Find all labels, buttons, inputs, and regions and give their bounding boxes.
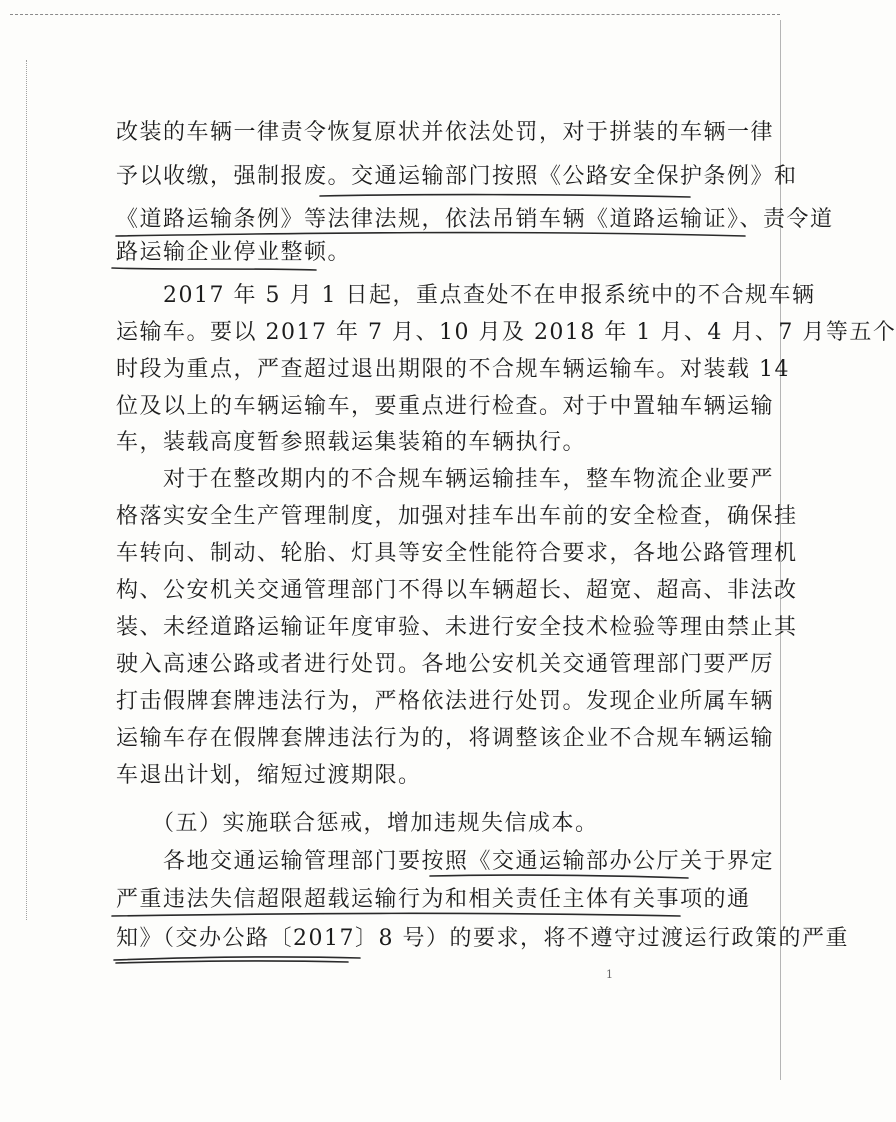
text-line: 运输车。要以 2017 年 7 月、10 月及 2018 年 1 月、4 月、7 月等五个 (116, 320, 896, 345)
text-line: 格落实安全生产管理制度，加强对挂车出车前的安全检查，确保挂 (116, 504, 798, 529)
text-line: 打击假牌套牌违法行为，严格依法进行处罚。发现企业所属车辆 (116, 689, 775, 714)
text-line: 运输车存在假牌套牌违法行为的，将调整该企业不合规车辆运输 (116, 726, 775, 751)
page-number: 1 (606, 968, 613, 981)
text-line: 改装的车辆一律责令恢复原状并依法处罚，对于拼装的车辆一律 (116, 120, 775, 145)
text-line: 各地交通运输管理部门要按照《交通运输部办公厅关于界定 (116, 849, 775, 874)
section-heading: （五）实施联合惩戒，增加违规失信成本。 (116, 811, 599, 836)
text-line: 车转向、制动、轮胎、灯具等安全性能符合要求，各地公路管理机 (116, 541, 798, 566)
text-line: 对于在整改期内的不合规车辆运输挂车，整车物流企业要严 (116, 467, 775, 492)
text-line: 《道路运输条例》等法律法规，依法吊销车辆《道路运输证》、责令道 (116, 207, 834, 232)
scan-top-edge (10, 14, 780, 15)
underline-stroke (116, 961, 348, 963)
text-line: 严重违法失信超限超载运输行为和相关责任主体有关事项的通 (116, 887, 751, 912)
text-line: 装、未经道路运输证年度审验、未进行安全技术检验等理由禁止其 (116, 615, 798, 640)
text-line: 予以收缴，强制报废。交通运输部门按照《公路安全保护条例》和 (116, 164, 798, 189)
text-line: 驶入高速公路或者进行处罚。各地公安机关交通管理部门要严厉 (116, 652, 775, 677)
underline-stroke (114, 957, 360, 960)
text-line: 位及以上的车辆运输车，要重点进行检查。对于中置轴车辆运输 (116, 394, 775, 419)
text-line: 2017 年 5 月 1 日起，重点查处不在申报系统中的不合规车辆 (116, 283, 816, 308)
text-line: 构、公安机关交通管理部门不得以车辆超长、超宽、超高、非法改 (116, 578, 798, 603)
text-line: 知》（交办公路〔2017〕8 号）的要求，将不遵守过渡运行政策的严重 (116, 926, 849, 951)
scan-left-edge (26, 60, 27, 920)
text-line: 时段为重点，严查超过退出期限的不合规车辆运输车。对装载 14 (116, 357, 790, 382)
underline-stroke (320, 195, 690, 197)
text-line: 路运输企业停业整顿。 (116, 240, 352, 265)
text-line: 车，装载高度暂参照载运集装箱的车辆执行。 (116, 430, 587, 455)
text-line: 车退出计划，缩短过渡期限。 (116, 763, 422, 788)
